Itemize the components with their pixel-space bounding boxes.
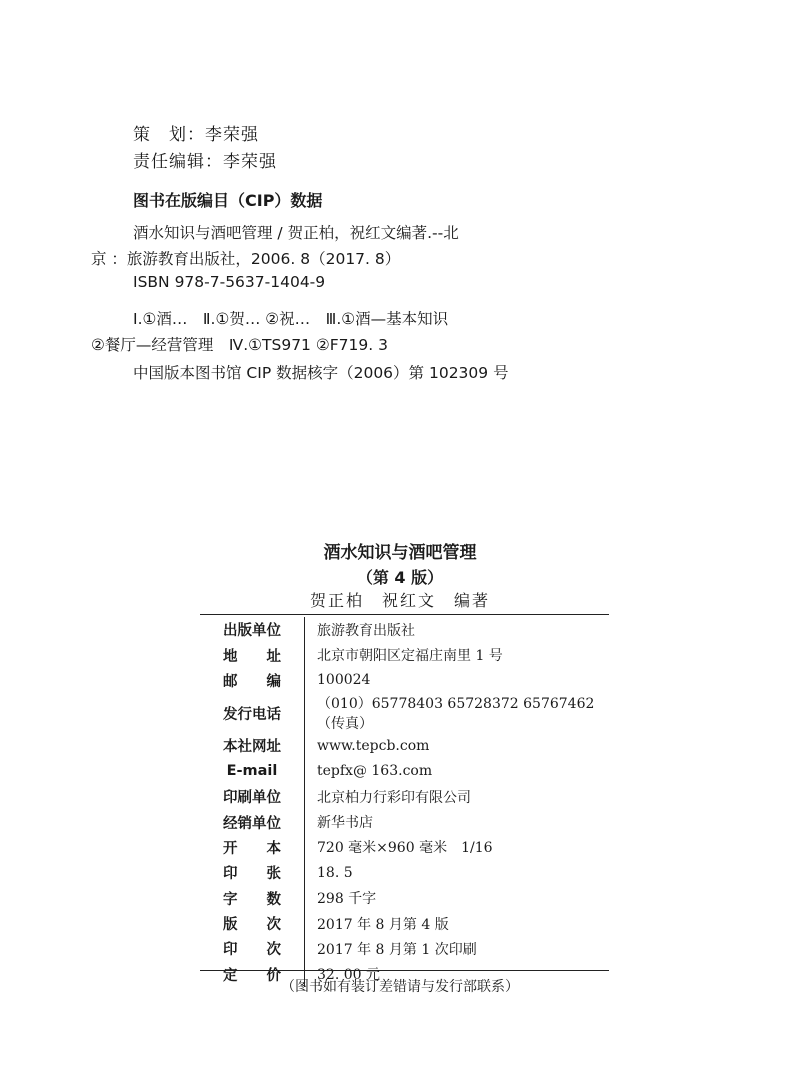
table-row (200, 642, 609, 667)
colophon-key: 印 次 (200, 936, 305, 961)
colophon-value: 新华书店 (317, 815, 373, 832)
colophon-key: 地 址 (200, 642, 305, 667)
table-row (200, 936, 609, 961)
colophon-key: 版 次 (200, 911, 305, 936)
cip-line-2: 京 ：旅游教育出版社，2006. 8（2017. 8） (91, 250, 401, 268)
planner-label: 策 划 (133, 125, 187, 145)
planner-value: ：李荣强 (187, 125, 259, 145)
colophon-value: tepfx@ 163.com (317, 763, 433, 780)
colophon-value: （010）65778403 65728372 65767462（传真） (317, 696, 595, 733)
book-title: 酒水知识与酒吧管理 (323, 543, 477, 563)
table-row (200, 809, 609, 834)
cip-heading: 图书在版编目（CIP）数据 (133, 191, 323, 210)
planner-credit (133, 120, 259, 145)
cip-classification-1: Ⅰ.①酒… Ⅱ.①贺… ②祝… Ⅲ.①酒—基本知识 (133, 310, 449, 328)
table-row (200, 911, 609, 936)
table-row (200, 784, 609, 809)
colophon-key: 印 张 (200, 860, 305, 885)
colophon-value: 18. 5 (317, 864, 353, 881)
book-authors: 贺正柏 祝红文 编著 (309, 591, 490, 610)
cip-classification-2: ②餐厅—经营管理 Ⅳ.①TS971 ②F719. 3 (91, 336, 388, 354)
colophon-key: 出版单位 (200, 617, 305, 642)
editor-label: 责任编辑 (133, 152, 205, 172)
colophon-value: 32. 00 元 (317, 967, 380, 984)
colophon-key: 字 数 (200, 886, 305, 911)
table-bottom-rule (200, 970, 609, 971)
colophon-value: 298 千字 (317, 891, 377, 908)
colophon-value: 旅游教育出版社 (317, 622, 415, 639)
colophon-value: www.tepcb.com (317, 737, 430, 754)
book-edition: （第 4 版） (356, 568, 444, 587)
cip-line-1: 酒水知识与酒吧管理 / 贺正柏，祝红文编著.--北 (133, 224, 459, 242)
colophon-key: 印刷单位 (200, 784, 305, 809)
colophon-key: 开 本 (200, 835, 305, 860)
cip-record-number: 中国版本图书馆 CIP 数据核字（2006）第 102309 号 (133, 364, 509, 382)
table-row (200, 886, 609, 911)
editor-value: ：李荣强 (205, 152, 277, 172)
table-row (200, 835, 609, 860)
colophon-key: 经销单位 (200, 809, 305, 834)
colophon-value: 北京柏力行彩印有限公司 (317, 789, 471, 806)
colophon-value: 100024 (317, 672, 371, 689)
table-row (200, 668, 609, 693)
colophon-value: 720 毫米×960 毫米 1/16 (317, 840, 493, 857)
table-row (200, 860, 609, 885)
colophon-value: 2017 年 8 月第 1 次印刷 (317, 941, 477, 958)
table-top-rule (200, 614, 609, 615)
table-row (200, 617, 609, 642)
errata-notice: （图书如有装订差错请与发行部联系） (281, 979, 519, 995)
table-row (200, 693, 609, 733)
table-row (200, 733, 609, 758)
cip-isbn: ISBN 978-7-5637-1404-9 (133, 273, 326, 291)
colophon-key: 邮 编 (200, 668, 305, 693)
editor-credit (133, 147, 277, 172)
colophon-value: 北京市朝阳区定福庄南里 1 号 (317, 648, 503, 665)
colophon-key: 本社网址 (200, 733, 305, 758)
colophon-key: 定 价 (200, 962, 305, 987)
colophon-key: 发行电话 (200, 693, 305, 733)
table-row (200, 759, 609, 784)
colophon-key: E-mail (200, 759, 305, 784)
colophon-table (200, 617, 609, 987)
colophon-value: 2017 年 8 月第 4 版 (317, 916, 449, 933)
